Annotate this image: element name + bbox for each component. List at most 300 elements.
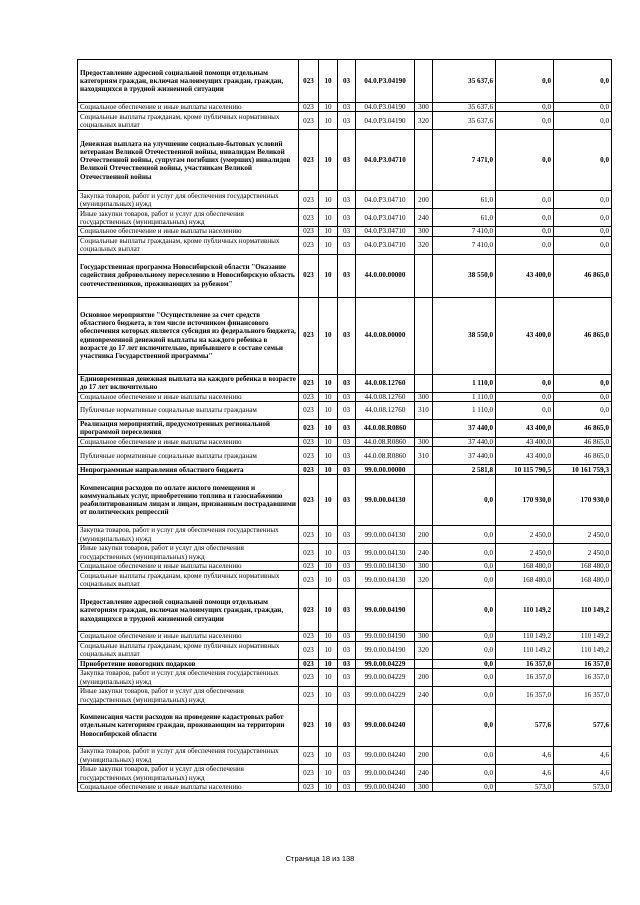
subsection-code: 03 [338,297,356,374]
target-article-code: 99.0.00.04130 [356,475,415,526]
amount-year-2: 0,0 [496,112,554,130]
table-row [78,571,612,589]
amount-year-1: 0,0 [433,641,496,659]
amount-year-2: 0,0 [496,401,554,419]
section-code: 10 [319,526,338,544]
section-code: 10 [319,783,338,792]
table-row [78,392,612,401]
amount-year-2: 43 400,0 [496,419,554,437]
target-article-code: 04.0.P3.04710 [356,236,415,254]
row-name: Публичные нормативные социальные выплаты гражданам [78,447,299,465]
table-row [78,659,612,668]
subsection-code: 03 [338,571,356,589]
amount-year-2: 0,0 [496,392,554,401]
table-row [78,641,612,659]
table-row [78,254,612,297]
amount-year-1: 0,0 [433,659,496,668]
target-article-code: 04.0.P3.04190 [356,103,415,112]
expense-type-code: 300 [415,227,433,236]
target-article-code: 44.0.08.R0860 [356,437,415,446]
ministry-code: 023 [299,130,319,191]
amount-year-1: 0,0 [433,632,496,641]
amount-year-3: 0,0 [554,374,612,392]
amount-year-3: 4,6 [554,747,612,765]
expense-type-code: 300 [415,783,433,792]
ministry-code: 023 [299,705,319,747]
amount-year-3: 46 865,0 [554,419,612,437]
amount-year-1: 0,0 [433,705,496,747]
amount-year-1: 0,0 [433,783,496,792]
target-article-code: 99.0.00.04229 [356,659,415,668]
expense-type-code: 300 [415,437,433,446]
ministry-code: 023 [299,374,319,392]
ministry-code: 023 [299,687,319,705]
table-row [78,209,612,227]
ministry-code: 023 [299,297,319,374]
target-article-code: 99.0.00.04240 [356,747,415,765]
amount-year-3: 110 149,2 [554,589,612,632]
subsection-code: 03 [338,465,356,475]
expense-type-code: 240 [415,544,433,562]
row-name: Социальное обеспечение и иные выплаты населению [78,437,299,446]
subsection-code: 03 [338,705,356,747]
amount-year-2: 110 149,2 [496,589,554,632]
amount-year-1: 37 440,0 [433,437,496,446]
subsection-code: 03 [338,783,356,792]
expense-type-code: 240 [415,209,433,227]
target-article-code: 99.0.00.04240 [356,765,415,783]
ministry-code: 023 [299,475,319,526]
section-code: 10 [319,765,338,783]
ministry-code: 023 [299,659,319,668]
section-code: 10 [319,60,338,103]
table-row [78,437,612,446]
amount-year-3: 577,6 [554,705,612,747]
target-article-code: 99.0.00.04130 [356,544,415,562]
row-name: Социальное обеспечение и иные выплаты населению [78,103,299,112]
row-name: Компенсация части расходов на проведение кадастровых работ отдельным категориям граждан, проживающим на территории Новосибирской области [78,705,299,747]
expense-type-code [415,254,433,297]
amount-year-3: 46 865,0 [554,437,612,446]
target-article-code: 44.0.00.00000 [356,254,415,297]
row-name: Социальное обеспечение и иные выплаты населению [78,392,299,401]
section-code: 10 [319,236,338,254]
section-code: 10 [319,401,338,419]
amount-year-3: 0,0 [554,130,612,191]
expense-type-code: 200 [415,747,433,765]
amount-year-3: 2 450,0 [554,544,612,562]
expense-type-code: 300 [415,392,433,401]
subsection-code: 03 [338,475,356,526]
amount-year-3: 0,0 [554,103,612,112]
amount-year-2: 0,0 [496,191,554,209]
amount-year-1: 37 440,0 [433,419,496,437]
section-code: 10 [319,297,338,374]
row-name: Социальные выплаты гражданам, кроме публичных нормативных социальных выплат [78,236,299,254]
row-name: Закупка товаров, работ и услуг для обеспечения государственных (муниципальных) нужд [78,191,299,209]
table-row [78,236,612,254]
table-row [78,465,612,475]
section-code: 10 [319,687,338,705]
ministry-code: 023 [299,254,319,297]
row-name: Предоставление адресной социальной помощи отдельным категориям граждан, включая малоимущих граждан, граждан, находящихся в трудной жизненной ситуации [78,589,299,632]
table-row [78,544,612,562]
amount-year-1: 35 637,6 [433,112,496,130]
amount-year-2: 2 450,0 [496,544,554,562]
amount-year-2: 110 149,2 [496,632,554,641]
amount-year-1: 0,0 [433,571,496,589]
section-code: 10 [319,747,338,765]
table-body [78,60,612,792]
table-row [78,447,612,465]
ministry-code: 023 [299,103,319,112]
amount-year-2: 43 400,0 [496,297,554,374]
section-code: 10 [319,465,338,475]
section-code: 10 [319,227,338,236]
amount-year-3: 0,0 [554,191,612,209]
target-article-code: 44.0.08.12760 [356,401,415,419]
table-row [78,562,612,571]
ministry-code: 023 [299,419,319,437]
section-code: 10 [319,130,338,191]
table-row [78,687,612,705]
table-row [78,632,612,641]
target-article-code: 04.0.P3.04710 [356,209,415,227]
table-row [78,419,612,437]
amount-year-3: 16 357,0 [554,687,612,705]
amount-year-3: 573,0 [554,783,612,792]
target-article-code: 44.0.08.R0860 [356,447,415,465]
expense-type-code: 310 [415,401,433,419]
row-name: Основное мероприятие "Осуществление за счет средств областного бюджета, в том числе источником финансового обеспечения которых является субсидия из федерального бюджета, единовременной денежной выплаты на каждого ребенка в возрасте до 17 лет включительно, прибывшего в составе семьи участника Государственной программы" [78,297,299,374]
section-code: 10 [319,705,338,747]
expense-type-code: 320 [415,571,433,589]
amount-year-3: 110 149,2 [554,641,612,659]
subsection-code: 03 [338,526,356,544]
amount-year-3: 110 149,2 [554,632,612,641]
amount-year-1: 7 471,0 [433,130,496,191]
amount-year-3: 2 450,0 [554,526,612,544]
amount-year-1: 7 410,0 [433,236,496,254]
section-code: 10 [319,589,338,632]
ministry-code: 023 [299,112,319,130]
row-name: Компенсация расходов по оплате жилого помещения и коммунальных услуг, приобретению топлива и газоснабжению реабилитированным лицам и лицам, признанным пострадавшими от политических репрессий [78,475,299,526]
row-name: Социальное обеспечение и иные выплаты населению [78,783,299,792]
section-code: 10 [319,209,338,227]
subsection-code: 03 [338,419,356,437]
amount-year-2: 577,6 [496,705,554,747]
target-article-code: 04.0.P3.04710 [356,227,415,236]
amount-year-2: 0,0 [496,60,554,103]
target-article-code: 04.0.P3.04710 [356,130,415,191]
ministry-code: 023 [299,765,319,783]
expense-type-code [415,297,433,374]
amount-year-1: 0,0 [433,475,496,526]
target-article-code: 04.0.P3.04190 [356,112,415,130]
amount-year-1: 61,0 [433,209,496,227]
section-code: 10 [319,447,338,465]
expense-type-code: 200 [415,526,433,544]
row-name: Социальное обеспечение и иные выплаты населению [78,562,299,571]
amount-year-1: 35 637,6 [433,60,496,103]
section-code: 10 [319,392,338,401]
amount-year-2: 16 357,0 [496,669,554,687]
target-article-code: 99.0.00.00000 [356,465,415,475]
table-row [78,191,612,209]
target-article-code: 99.0.00.04190 [356,641,415,659]
amount-year-1: 0,0 [433,544,496,562]
ministry-code: 023 [299,437,319,446]
amount-year-3: 168 480,0 [554,571,612,589]
row-name: Иные закупки товаров, работ и услуг для обеспечения государственных (муниципальных) нужд [78,209,299,227]
expense-type-code: 310 [415,447,433,465]
subsection-code: 03 [338,747,356,765]
row-name: Социальные выплаты гражданам, кроме публичных нормативных социальных выплат [78,641,299,659]
amount-year-1: 0,0 [433,526,496,544]
table-row [78,227,612,236]
section-code: 10 [319,191,338,209]
table-row [78,112,612,130]
target-article-code: 99.0.00.04240 [356,783,415,792]
amount-year-3: 46 865,0 [554,447,612,465]
section-code: 10 [319,659,338,668]
ministry-code: 023 [299,783,319,792]
expense-type-code [415,475,433,526]
amount-year-2: 0,0 [496,236,554,254]
ministry-code: 023 [299,526,319,544]
expense-type-code: 300 [415,103,433,112]
row-name: Социальное обеспечение и иные выплаты населению [78,227,299,236]
amount-year-2: 10 115 790,5 [496,465,554,475]
target-article-code: 44.0.08.00000 [356,297,415,374]
amount-year-1: 1 110,0 [433,401,496,419]
table-row [78,60,612,103]
table-row [78,783,612,792]
ministry-code: 023 [299,632,319,641]
amount-year-1: 7 410,0 [433,227,496,236]
amount-year-2: 0,0 [496,209,554,227]
section-code: 10 [319,669,338,687]
ministry-code: 023 [299,544,319,562]
row-name: Социальные выплаты гражданам, кроме публичных нормативных социальных выплат [78,112,299,130]
table-row [78,669,612,687]
amount-year-3: 0,0 [554,227,612,236]
table-row [78,526,612,544]
ministry-code: 023 [299,401,319,419]
table-row [78,705,612,747]
expense-type-code [415,705,433,747]
target-article-code: 99.0.00.04130 [356,526,415,544]
section-code: 10 [319,641,338,659]
target-article-code: 99.0.00.04190 [356,589,415,632]
target-article-code: 99.0.00.04229 [356,669,415,687]
amount-year-2: 16 357,0 [496,659,554,668]
subsection-code: 03 [338,401,356,419]
subsection-code: 03 [338,659,356,668]
amount-year-3: 0,0 [554,401,612,419]
amount-year-3: 0,0 [554,209,612,227]
ministry-code: 023 [299,236,319,254]
ministry-code: 023 [299,447,319,465]
amount-year-1: 37 440,0 [433,447,496,465]
target-article-code: 44.0.08.12760 [356,392,415,401]
section-code: 10 [319,437,338,446]
amount-year-3: 46 865,0 [554,297,612,374]
amount-year-1: 1 110,0 [433,392,496,401]
amount-year-2: 573,0 [496,783,554,792]
expense-type-code: 300 [415,562,433,571]
section-code: 10 [319,632,338,641]
expense-type-code: 320 [415,112,433,130]
row-name: Иные закупки товаров, работ и услуг для обеспечения государственных (муниципальных) нужд [78,544,299,562]
amount-year-1: 1 110,0 [433,374,496,392]
section-code: 10 [319,475,338,526]
ministry-code: 023 [299,191,319,209]
subsection-code: 03 [338,209,356,227]
expense-type-code [415,659,433,668]
amount-year-2: 43 400,0 [496,437,554,446]
amount-year-1: 0,0 [433,765,496,783]
amount-year-3: 0,0 [554,236,612,254]
table-row [78,297,612,374]
amount-year-1: 0,0 [433,562,496,571]
amount-year-3: 168 480,0 [554,562,612,571]
amount-year-3: 0,0 [554,112,612,130]
amount-year-3: 0,0 [554,392,612,401]
expense-type-code: 300 [415,632,433,641]
target-article-code: 04.0.P3.04190 [356,60,415,103]
subsection-code: 03 [338,236,356,254]
subsection-code: 03 [338,544,356,562]
ministry-code: 023 [299,392,319,401]
amount-year-1: 0,0 [433,669,496,687]
subsection-code: 03 [338,632,356,641]
row-name: Публичные нормативные социальные выплаты гражданам [78,401,299,419]
amount-year-1: 0,0 [433,747,496,765]
row-name: Закупка товаров, работ и услуг для обеспечения государственных (муниципальных) нужд [78,526,299,544]
expense-type-code [415,60,433,103]
table-row [78,765,612,783]
subsection-code: 03 [338,227,356,236]
subsection-code: 03 [338,437,356,446]
row-name: Денежная выплата на улучшение социально-бытовых условий ветеранам Великой Отечественной войны, инвалидам Великой Отечественной войны, супругам погибших (умерших) инвалидов Великой Отечественной войны, участникам Великой Отечественной войны [78,130,299,191]
section-code: 10 [319,112,338,130]
row-name: Непрограммные направления областного бюджета [78,465,299,475]
subsection-code: 03 [338,254,356,297]
amount-year-3: 46 865,0 [554,254,612,297]
table-row [78,401,612,419]
amount-year-1: 35 637,6 [433,103,496,112]
amount-year-2: 16 357,0 [496,687,554,705]
section-code: 10 [319,571,338,589]
subsection-code: 03 [338,392,356,401]
amount-year-1: 38 550,0 [433,254,496,297]
amount-year-3: 16 357,0 [554,669,612,687]
amount-year-1: 0,0 [433,589,496,632]
expense-type-code: 320 [415,236,433,254]
subsection-code: 03 [338,562,356,571]
row-name: Приобретение новогодних подарков [78,659,299,668]
ministry-code: 023 [299,669,319,687]
row-name: Закупка товаров, работ и услуг для обеспечения государственных (муниципальных) нужд [78,669,299,687]
amount-year-2: 0,0 [496,227,554,236]
table-row [78,475,612,526]
expense-type-code: 200 [415,191,433,209]
target-article-code: 44.0.08.R0860 [356,419,415,437]
subsection-code: 03 [338,641,356,659]
target-article-code: 04.0.P3.04710 [356,191,415,209]
row-name: Закупка товаров, работ и услуг для обеспечения государственных (муниципальных) нужд [78,747,299,765]
amount-year-1: 61,0 [433,191,496,209]
row-name: Государственная программа Новосибирской области "Оказание содействия добровольному переселению в Новосибирскую область соотечественников, проживающих за рубежом" [78,254,299,297]
amount-year-3: 0,0 [554,60,612,103]
section-code: 10 [319,544,338,562]
amount-year-1: 0,0 [433,687,496,705]
ministry-code: 023 [299,589,319,632]
expense-type-code [415,374,433,392]
subsection-code: 03 [338,191,356,209]
section-code: 10 [319,254,338,297]
target-article-code: 99.0.00.04130 [356,562,415,571]
row-name: Иные закупки товаров, работ и услуг для обеспечения государственных (муниципальных) нужд [78,687,299,705]
ministry-code: 023 [299,465,319,475]
subsection-code: 03 [338,374,356,392]
subsection-code: 03 [338,589,356,632]
amount-year-3: 170 930,0 [554,475,612,526]
subsection-code: 03 [338,130,356,191]
section-code: 10 [319,374,338,392]
section-code: 10 [319,562,338,571]
section-code: 10 [319,419,338,437]
amount-year-3: 4,6 [554,765,612,783]
ministry-code: 023 [299,60,319,103]
ministry-code: 023 [299,747,319,765]
amount-year-2: 43 400,0 [496,254,554,297]
table-row [78,130,612,191]
amount-year-2: 2 450,0 [496,526,554,544]
ministry-code: 023 [299,227,319,236]
table-row [78,103,612,112]
amount-year-2: 0,0 [496,374,554,392]
expense-type-code: 320 [415,641,433,659]
expense-type-code [415,419,433,437]
row-name: Предоставление адресной социальной помощи отдельным категориям граждан, включая малоимущих граждан, граждан, находящихся в трудной жизненной ситуации [78,60,299,103]
ministry-code: 023 [299,571,319,589]
subsection-code: 03 [338,60,356,103]
row-name: Иные закупки товаров, работ и услуг для обеспечения государственных (муниципальных) нужд [78,765,299,783]
amount-year-3: 10 161 759,3 [554,465,612,475]
amount-year-1: 2 581,8 [433,465,496,475]
expense-type-code: 240 [415,687,433,705]
row-name: Единовременная денежная выплата на каждого ребенка в возрасте до 17 лет включительно [78,374,299,392]
amount-year-2: 168 480,0 [496,562,554,571]
target-article-code: 99.0.00.04190 [356,632,415,641]
amount-year-1: 38 550,0 [433,297,496,374]
amount-year-2: 4,6 [496,747,554,765]
subsection-code: 03 [338,765,356,783]
section-code: 10 [319,103,338,112]
expense-type-code [415,465,433,475]
table-row [78,589,612,632]
subsection-code: 03 [338,112,356,130]
expense-type-code [415,130,433,191]
row-name: Социальные выплаты гражданам, кроме публичных нормативных социальных выплат [78,571,299,589]
budget-table [77,59,612,792]
amount-year-3: 16 357,0 [554,659,612,668]
target-article-code: 99.0.00.04229 [356,687,415,705]
ministry-code: 023 [299,209,319,227]
table-row [78,374,612,392]
